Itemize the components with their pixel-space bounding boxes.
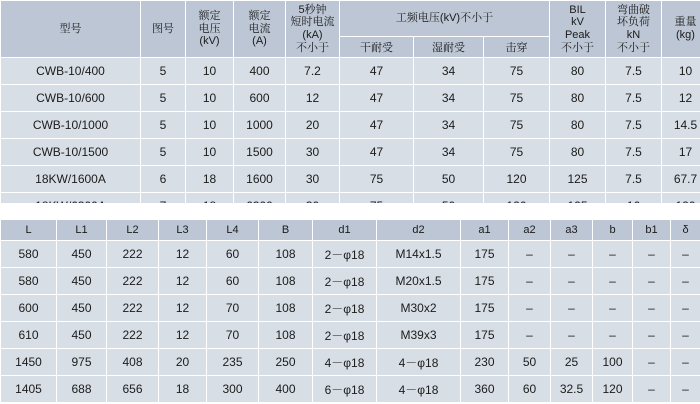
cell-a3: – <box>551 322 593 349</box>
table-row <box>1 376 700 403</box>
header-b: b <box>593 220 633 241</box>
header-weight-line1: 重量 <box>674 16 697 29</box>
cell-figure-no: 6 <box>141 166 186 193</box>
cell-d2: 4－φ18 <box>377 376 461 403</box>
cell-b1: – <box>633 295 671 322</box>
cell-model: CWB-10/1000 <box>1 112 141 139</box>
cell-rated-current: 400 <box>234 58 286 85</box>
cell-a1: 175 <box>461 268 509 295</box>
cell-a2: – <box>509 268 551 295</box>
cell-b: 120 <box>593 376 633 403</box>
cell-rated-current: 1000 <box>234 112 286 139</box>
header-d2: d2 <box>377 220 461 241</box>
cell-wet: 50 <box>414 166 484 193</box>
table-row <box>1 295 700 322</box>
header-d1: d1 <box>313 220 377 241</box>
cell-d2: M30x2 <box>377 295 461 322</box>
table-row <box>1 139 700 166</box>
dimensions-table <box>0 219 700 403</box>
cell-B: 108 <box>259 322 313 349</box>
cell-delta: – <box>671 349 700 376</box>
table1-header-row-1 <box>1 1 700 37</box>
cell-L: 580 <box>1 241 57 268</box>
cell-b: – <box>593 268 633 295</box>
table-row <box>1 322 700 349</box>
header-model: 型号 <box>1 1 141 58</box>
cell-short-time-current: 12 <box>286 85 340 112</box>
cell-L4: 70 <box>207 295 259 322</box>
header-B: B <box>259 220 313 241</box>
cell-L1: 688 <box>57 376 107 403</box>
cell-d1: 2－φ18 <box>313 322 377 349</box>
header-bil-line1: BIL <box>569 3 586 16</box>
cell-L2: 408 <box>107 349 159 376</box>
cell-a1: 175 <box>461 295 509 322</box>
cell-dry: 47 <box>340 58 414 85</box>
cell-figure-no: 5 <box>141 85 186 112</box>
cell-d2: M20x1.5 <box>377 268 461 295</box>
cell-bending: 7.5 <box>606 58 662 85</box>
cell-a2: 60 <box>509 376 551 403</box>
cell-B: 108 <box>259 268 313 295</box>
cell-L2: 222 <box>107 295 159 322</box>
cell-rated-voltage: 18 <box>186 166 234 193</box>
cell-b1: – <box>633 376 671 403</box>
cell-L3: 18 <box>159 376 207 403</box>
cell-puncture: 75 <box>484 139 550 166</box>
cell-bending: 7.5 <box>606 112 662 139</box>
cell-L1: 450 <box>57 241 107 268</box>
cell-bil: 80 <box>550 85 606 112</box>
table-row <box>1 112 700 139</box>
cell-a3: – <box>551 295 593 322</box>
cell-L4: 70 <box>207 322 259 349</box>
header-L: L <box>1 220 57 241</box>
cell-L: 1405 <box>1 376 57 403</box>
cell-bil: 80 <box>550 112 606 139</box>
header-weight-line2: (kg) <box>676 29 695 41</box>
cell-B: 108 <box>259 241 313 268</box>
header-rated-current-line2: 电流 <box>248 22 271 35</box>
header-rated-voltage-line1: 额定 <box>198 10 221 23</box>
cell-short-time-current: 30 <box>286 139 340 166</box>
cell-wet: 34 <box>414 112 484 139</box>
cell-L3: 12 <box>159 268 207 295</box>
cell-rated-voltage: 10 <box>186 85 234 112</box>
cell-L2: 656 <box>107 376 159 403</box>
cell-L: 610 <box>1 322 57 349</box>
header-short-time-line1: 5秒钟 <box>298 3 327 16</box>
cell-bil: 80 <box>550 139 606 166</box>
header-short-time-line2: 短时电流 <box>290 16 335 29</box>
header-short-time-line3: (kA) <box>302 29 323 41</box>
cell-L4: 235 <box>207 349 259 376</box>
cell-rated-current: 1600 <box>234 166 286 193</box>
cell-short-time-current: 30 <box>286 166 340 193</box>
cell-figure-no: 5 <box>141 112 186 139</box>
cell-bil: 125 <box>550 166 606 193</box>
cell-dry: 47 <box>340 85 414 112</box>
header-bil-line3: Peak <box>564 29 591 41</box>
cell-dry: 75 <box>340 166 414 193</box>
cell-B: 108 <box>259 295 313 322</box>
table-row <box>1 268 700 295</box>
table-row <box>1 85 700 112</box>
cell-bending: 7.5 <box>606 139 662 166</box>
cell-L1: 450 <box>57 268 107 295</box>
cell-b: – <box>593 295 633 322</box>
cell-a2: – <box>509 295 551 322</box>
cell-L2: 222 <box>107 241 159 268</box>
header-wet-withstand: 湿耐受 <box>414 37 484 58</box>
cell-weight: 17 <box>662 139 700 166</box>
cell-L4: 60 <box>207 241 259 268</box>
header-bending-line2: 坏负荷 <box>617 16 650 29</box>
header-short-time-current <box>286 1 340 58</box>
header-b1: b1 <box>633 220 671 241</box>
header-power-frequency-group: 工频电压(kV)不小于 <box>340 1 550 37</box>
cell-puncture: 75 <box>484 85 550 112</box>
cell-d2: M14x1.5 <box>377 241 461 268</box>
cell-bending: 7.5 <box>606 166 662 193</box>
cell-bending: 7.5 <box>606 85 662 112</box>
cell-delta: – <box>671 295 700 322</box>
cell-d1: 2－φ18 <box>313 241 377 268</box>
header-a1: a1 <box>461 220 509 241</box>
cell-b: – <box>593 241 633 268</box>
cell-wet: 34 <box>414 85 484 112</box>
header-bending-load <box>606 1 662 58</box>
header-rated-voltage-line2: 电压 <box>198 22 221 35</box>
table-row <box>1 241 700 268</box>
header-figure-no: 图号 <box>141 1 186 58</box>
cell-a3: 25 <box>551 349 593 376</box>
cell-L3: 20 <box>159 349 207 376</box>
cell-B: 250 <box>259 349 313 376</box>
cell-d1: 6－φ18 <box>313 376 377 403</box>
cell-a2: – <box>509 241 551 268</box>
cell-short-time-current: 7.2 <box>286 58 340 85</box>
table-separator <box>0 203 700 219</box>
header-weight <box>662 1 700 58</box>
header-L4: L4 <box>207 220 259 241</box>
cell-a1: 175 <box>461 322 509 349</box>
header-rated-current-line1: 额定 <box>248 10 271 23</box>
header-dry-withstand: 干耐受 <box>340 37 414 58</box>
cell-figure-no: 5 <box>141 58 186 85</box>
cell-a3: – <box>551 268 593 295</box>
header-L3: L3 <box>159 220 207 241</box>
header-delta: δ <box>671 220 700 241</box>
cell-d1: 4－φ18 <box>313 349 377 376</box>
header-rated-voltage <box>186 1 234 58</box>
cell-L4: 60 <box>207 268 259 295</box>
cell-short-time-current: 20 <box>286 112 340 139</box>
header-bil-line4: 不小于 <box>561 41 594 54</box>
header-L2: L2 <box>107 220 159 241</box>
cell-delta: – <box>671 268 700 295</box>
cell-a1: 230 <box>461 349 509 376</box>
cell-d2: M39x3 <box>377 322 461 349</box>
cell-weight: 67.7 <box>662 166 700 193</box>
header-bil-line2: kV <box>571 16 584 29</box>
cell-weight: 14.5 <box>662 112 700 139</box>
cell-L3: 12 <box>159 322 207 349</box>
table2-body <box>1 241 700 403</box>
cell-b1: – <box>633 322 671 349</box>
cell-b1: – <box>633 241 671 268</box>
header-bending-line3: kN <box>626 29 641 41</box>
cell-L: 580 <box>1 268 57 295</box>
cell-model: CWB-10/1500 <box>1 139 141 166</box>
cell-a2: 50 <box>509 349 551 376</box>
header-L1: L1 <box>57 220 107 241</box>
cell-model: CWB-10/600 <box>1 85 141 112</box>
cell-puncture: 120 <box>484 166 550 193</box>
cell-delta: – <box>671 241 700 268</box>
cell-d2: 4－φ18 <box>377 349 461 376</box>
header-a2: a2 <box>509 220 551 241</box>
header-bending-line4: 不小于 <box>617 41 650 54</box>
cell-weight: 10 <box>662 58 700 85</box>
cell-dry: 47 <box>340 112 414 139</box>
cell-a3: 32.5 <box>551 376 593 403</box>
cell-bil: 80 <box>550 58 606 85</box>
cell-a3: – <box>551 241 593 268</box>
table1-body <box>1 58 700 220</box>
cell-b: 100 <box>593 349 633 376</box>
cell-rated-voltage: 10 <box>186 139 234 166</box>
cell-b1: – <box>633 268 671 295</box>
cell-rated-current: 600 <box>234 85 286 112</box>
cell-L4: 300 <box>207 376 259 403</box>
cell-puncture: 75 <box>484 58 550 85</box>
cell-b: – <box>593 322 633 349</box>
cell-model: 18KW/1600A <box>1 166 141 193</box>
cell-L3: 12 <box>159 241 207 268</box>
cell-delta: – <box>671 376 700 403</box>
cell-a1: 175 <box>461 241 509 268</box>
cell-L: 1450 <box>1 349 57 376</box>
cell-puncture: 75 <box>484 112 550 139</box>
cell-wet: 34 <box>414 139 484 166</box>
cell-rated-voltage: 10 <box>186 58 234 85</box>
cell-rated-voltage: 10 <box>186 112 234 139</box>
table-row <box>1 166 700 193</box>
cell-L3: 12 <box>159 295 207 322</box>
cell-L2: 222 <box>107 268 159 295</box>
cell-d1: 2－φ18 <box>313 295 377 322</box>
header-rated-current <box>234 1 286 58</box>
header-bending-line1: 弯曲破 <box>617 3 650 16</box>
cell-L2: 222 <box>107 322 159 349</box>
cell-figure-no: 5 <box>141 139 186 166</box>
cell-rated-current: 1500 <box>234 139 286 166</box>
header-rated-voltage-line3: (kV) <box>199 35 220 48</box>
cell-model: CWB-10/400 <box>1 58 141 85</box>
table-row <box>1 349 700 376</box>
header-rated-current-line3: (A) <box>252 35 267 48</box>
table-row <box>1 58 700 85</box>
cell-L1: 450 <box>57 322 107 349</box>
cell-a1: 360 <box>461 376 509 403</box>
header-puncture: 击穿 <box>484 37 550 58</box>
cell-b1: – <box>633 349 671 376</box>
cell-wet: 34 <box>414 58 484 85</box>
cell-d1: 2－φ18 <box>313 268 377 295</box>
cell-L1: 975 <box>57 349 107 376</box>
table2-header-row <box>1 220 700 241</box>
cell-a2: – <box>509 322 551 349</box>
cell-delta: – <box>671 322 700 349</box>
cell-dry: 47 <box>340 139 414 166</box>
header-a3: a3 <box>551 220 593 241</box>
cell-L1: 450 <box>57 295 107 322</box>
header-bil <box>550 1 606 58</box>
header-short-time-line4: 不小于 <box>296 41 329 54</box>
cell-B: 400 <box>259 376 313 403</box>
cell-L: 600 <box>1 295 57 322</box>
cell-weight: 12 <box>662 85 700 112</box>
